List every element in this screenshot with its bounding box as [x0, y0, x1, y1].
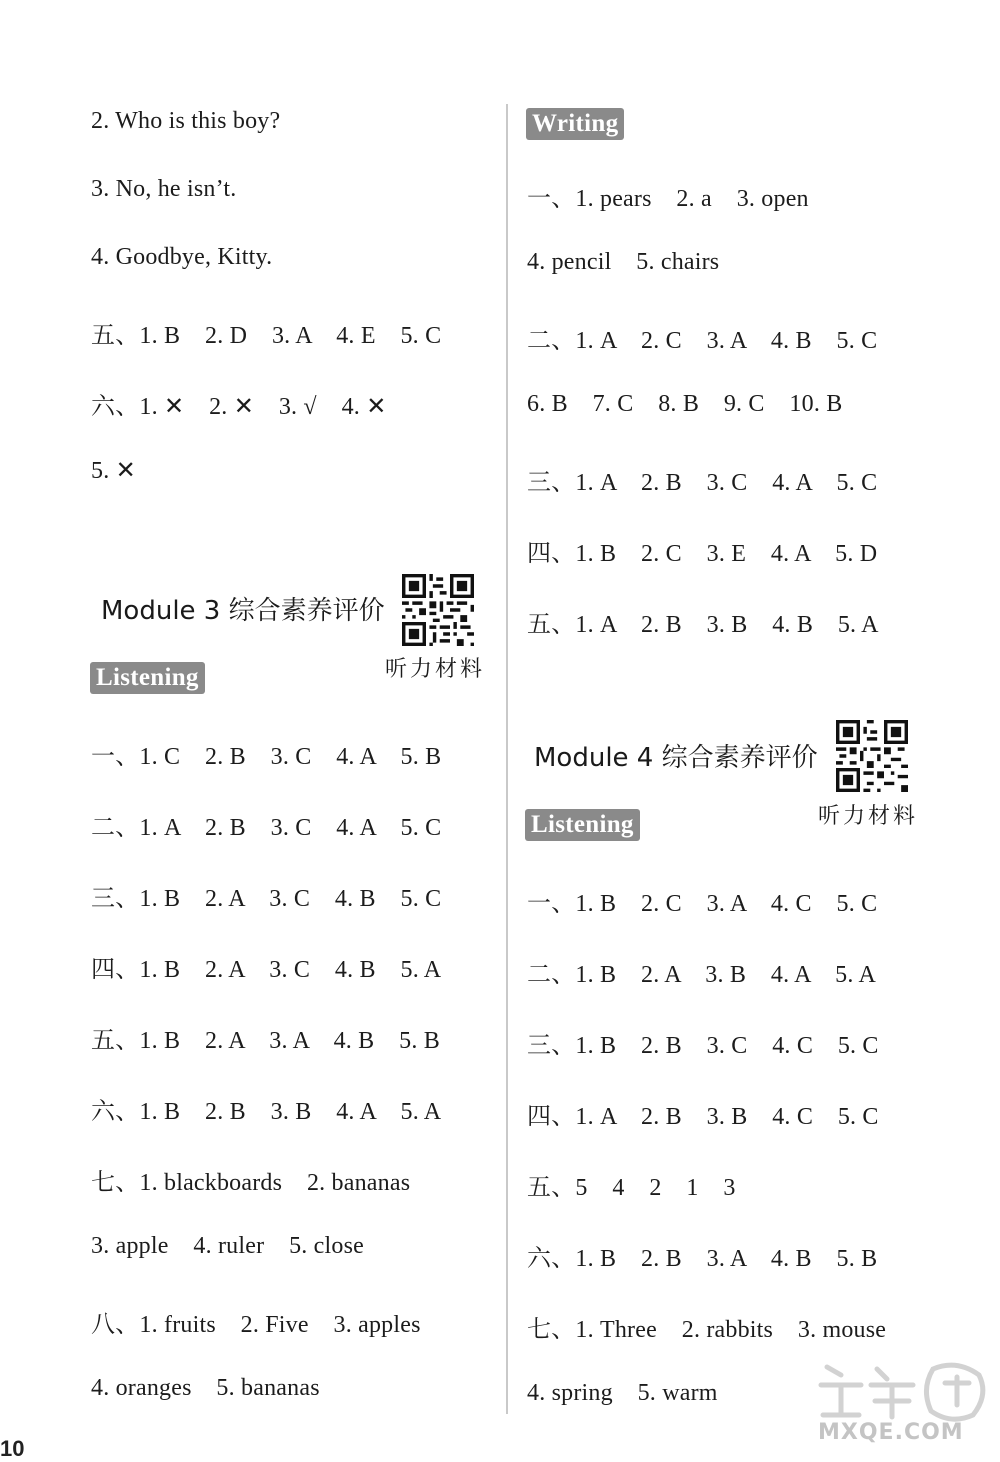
watermark-url: MXQE.COM	[818, 1420, 964, 1445]
answer-line: 三、1. B 2. B 3. C 4. C 5. C	[527, 1033, 879, 1059]
answer-line: 八、1. fruits 2. Five 3. apples	[91, 1312, 421, 1338]
qr-caption: 听力材料	[385, 657, 486, 682]
answer-line: 三、1. A 2. B 3. C 4. A 5. C	[527, 470, 878, 496]
answer-line: 3. apple 4. ruler 5. close	[91, 1233, 364, 1259]
page-number: 10	[0, 1436, 25, 1461]
answer-line: 六、1. B 2. B 3. A 4. B 5. B	[527, 1246, 878, 1272]
answer-line: 6. B 7. C 8. B 9. C 10. B	[527, 391, 843, 417]
answer-line: 五、1. B 2. A 3. A 4. B 5. B	[91, 1028, 440, 1054]
answer-line: 一、1. B 2. C 3. A 4. C 5. C	[527, 891, 878, 917]
writing-label: Writing	[526, 108, 624, 140]
answer-line: 四、1. B 2. C 3. E 4. A 5. D	[527, 541, 878, 567]
column-divider	[506, 104, 508, 1414]
answer-line: 4. Goodbye, Kitty.	[91, 244, 273, 270]
answer-line: 5. ✕	[91, 458, 136, 484]
answer-line: 六、1. B 2. B 3. B 4. A 5. A	[91, 1099, 442, 1125]
answer-line: 一、1. pears 2. a 3. open	[527, 186, 809, 212]
answer-line: 五、5 4 2 1 3	[527, 1175, 736, 1201]
answer-line: 四、1. B 2. A 3. C 4. B 5. A	[91, 957, 442, 983]
answer-line: 二、1. B 2. A 3. B 4. A 5. A	[527, 962, 876, 988]
right-column	[510, 0, 1000, 1451]
answer-line: 三、1. B 2. A 3. C 4. B 5. C	[91, 886, 442, 912]
listening-label: Listening	[525, 809, 640, 841]
answer-line: 六、1. ✕ 2. ✕ 3. √ 4. ✕	[91, 394, 387, 420]
answer-line: 3. No, he isn’t.	[91, 176, 237, 202]
listening-label: Listening	[90, 662, 205, 694]
answer-line: 二、1. A 2. B 3. C 4. A 5. C	[91, 815, 442, 841]
answer-line: 五、1. A 2. B 3. B 4. B 5. A	[527, 612, 879, 638]
answer-line: 4. pencil 5. chairs	[527, 249, 720, 275]
qr-caption: 听力材料	[818, 804, 919, 829]
qr-code-icon	[836, 720, 908, 792]
answer-line: 七、1. blackboards 2. bananas	[91, 1170, 411, 1196]
module-3-title: Module 3 综合素养评价	[101, 596, 385, 626]
answer-line: 二、1. A 2. C 3. A 4. B 5. C	[527, 328, 878, 354]
answer-line: 4. oranges 5. bananas	[91, 1375, 320, 1401]
answer-line: 2. Who is this boy?	[91, 108, 281, 134]
answer-line: 五、1. B 2. D 3. A 4. E 5. C	[91, 323, 442, 349]
module-4-title: Module 4 综合素养评价	[534, 743, 818, 773]
answer-line: 4. spring 5. warm	[527, 1380, 718, 1406]
qr-code-icon	[402, 574, 474, 646]
answer-line: 七、1. Three 2. rabbits 3. mouse	[527, 1317, 887, 1343]
answer-line: 一、1. C 2. B 3. C 4. A 5. B	[91, 744, 442, 770]
answer-line: 四、1. A 2. B 3. B 4. C 5. C	[527, 1104, 879, 1130]
